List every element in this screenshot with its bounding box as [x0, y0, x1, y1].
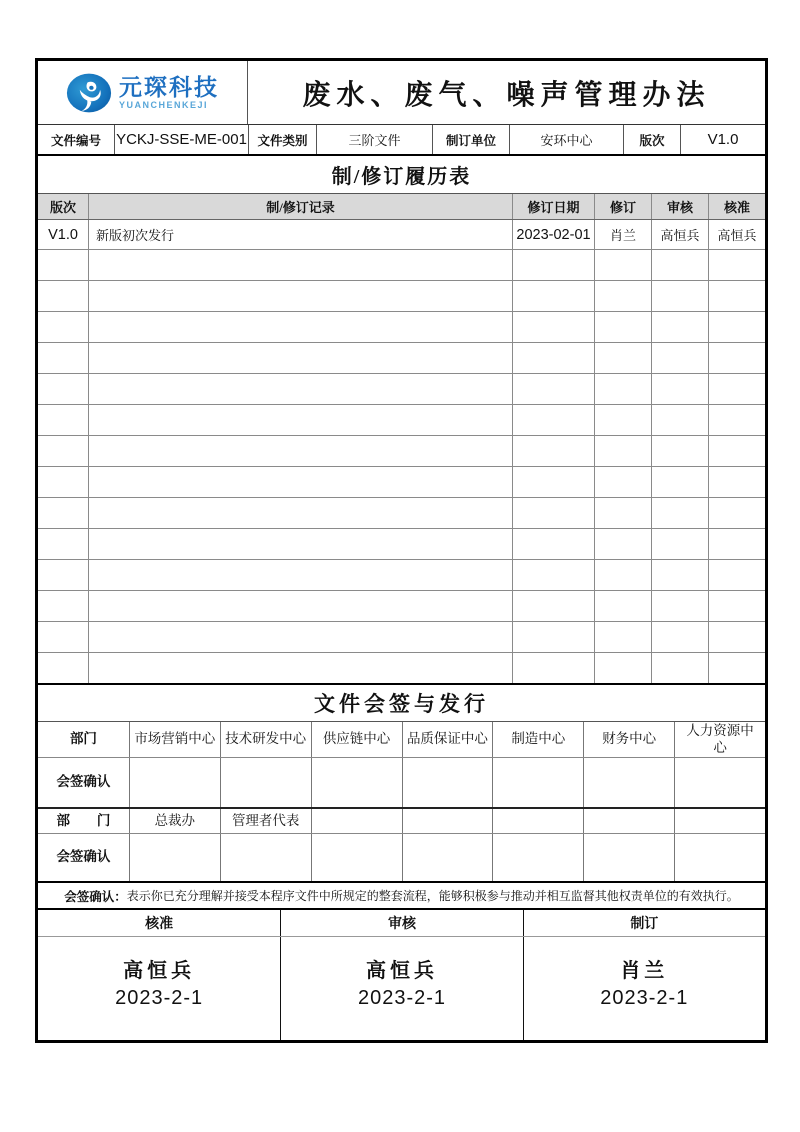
revision-approver: 高恒兵: [708, 220, 765, 249]
revision-empty-cell: [88, 560, 512, 590]
revision-empty-cell: [651, 622, 708, 652]
signature-cell: [220, 834, 311, 881]
revision-empty-cell: [651, 591, 708, 621]
revision-empty-cell: [651, 281, 708, 311]
revision-empty-cell: [594, 250, 651, 280]
signature-cell: [311, 834, 402, 881]
dept-cell: [311, 809, 402, 833]
signature-cell: [674, 758, 765, 807]
approval-header-approve: 核准: [145, 917, 174, 932]
brand-name-en: YUANCHENKEJI: [119, 99, 209, 110]
company-logo: [38, 61, 248, 124]
signature-cell: [220, 758, 311, 807]
revision-empty-cell: [88, 591, 512, 621]
revision-empty-row: [38, 497, 765, 528]
revision-empty-cell: [594, 281, 651, 311]
revision-empty-cell: [88, 250, 512, 280]
revision-empty-cell: [512, 653, 594, 683]
revision-reviser: 肖兰: [594, 220, 651, 249]
revision-empty-cell: [512, 560, 594, 590]
revision-empty-cell: [708, 374, 765, 404]
revision-empty-row: [38, 466, 765, 497]
dept-cell: 管理者代表: [220, 809, 311, 833]
doc-version-value: V1.0: [680, 125, 765, 154]
revision-empty-cell: [512, 312, 594, 342]
approval-header-review: 审核: [280, 910, 522, 936]
revision-empty-cell: [88, 498, 512, 528]
doc-category-value: 三阶文件: [316, 125, 432, 154]
revision-empty-row: [38, 652, 765, 683]
revision-empty-cell: [38, 312, 88, 342]
revision-empty-cell: [708, 529, 765, 559]
approval-cell-approve: [38, 937, 280, 1040]
approval-header-row: [38, 908, 765, 936]
revision-empty-cell: [38, 281, 88, 311]
signature-cell: [583, 758, 674, 807]
countersign-confirm-row-2: [38, 833, 765, 881]
dept-cell: 制造中心: [492, 722, 583, 757]
revision-empty-cell: [512, 591, 594, 621]
revision-empty-row: [38, 249, 765, 280]
revision-empty-cell: [38, 436, 88, 466]
revision-empty-cell: [88, 467, 512, 497]
revision-empty-cell: [708, 591, 765, 621]
revision-empty-cell: [594, 591, 651, 621]
revision-empty-row: [38, 311, 765, 342]
revision-empty-row: [38, 621, 765, 652]
revision-empty-cell: [512, 374, 594, 404]
countersign-dept-header-row-2: [38, 807, 765, 833]
dept-cell: 供应链中心: [311, 722, 402, 757]
revision-empty-cell: [708, 281, 765, 311]
approval-signature-row: [38, 936, 765, 1040]
revision-empty-cell: [88, 529, 512, 559]
revision-version: V1.0: [48, 226, 78, 243]
approval-cell-review: [280, 937, 522, 1040]
col-header-reviewer: 审核: [651, 194, 708, 219]
revision-empty-row: [38, 373, 765, 404]
revision-empty-cell: [708, 343, 765, 373]
signature-cell: [674, 834, 765, 881]
logo-text: [119, 73, 219, 110]
approval-cell-draft: [523, 937, 765, 1040]
revision-empty-cell: [594, 560, 651, 590]
dept-cell: 品质保证中心: [402, 722, 493, 757]
revision-empty-cell: [38, 622, 88, 652]
revision-empty-cell: [651, 498, 708, 528]
revision-empty-cell: [708, 653, 765, 683]
revision-empty-cell: [651, 250, 708, 280]
dept-label: 部门: [69, 731, 97, 747]
countersign-section-title: 文件会签与发行: [38, 683, 765, 721]
revision-empty-cell: [88, 281, 512, 311]
dept-cell: [674, 809, 765, 833]
revision-empty-cell: [651, 312, 708, 342]
revision-empty-cell: [594, 374, 651, 404]
doc-version-label: 版次: [623, 125, 680, 154]
revision-empty-cell: [594, 312, 651, 342]
logo-icon: [66, 72, 112, 114]
revision-empty-cell: [88, 405, 512, 435]
revision-empty-cell: [594, 498, 651, 528]
doc-number-label: 文件编号: [50, 133, 101, 148]
dept-cell: [402, 809, 493, 833]
countersign-note: [38, 881, 765, 908]
revision-empty-cell: [651, 374, 708, 404]
revision-empty-cell: [651, 343, 708, 373]
revision-empty-cell: [512, 250, 594, 280]
dept-cell: 技术研发中心: [220, 722, 311, 757]
revision-empty-row: [38, 528, 765, 559]
revision-empty-row: [38, 590, 765, 621]
drafter-date: 2023-2-1: [600, 986, 689, 1009]
revision-empty-cell: [512, 281, 594, 311]
revision-empty-cell: [708, 312, 765, 342]
countersign-dept-header-row: [38, 721, 765, 757]
revision-empty-cell: [594, 405, 651, 435]
signature-cell: [129, 758, 220, 807]
document-title: 废水、废气、噪声管理办法: [302, 79, 711, 111]
revision-empty-row: [38, 435, 765, 466]
approval-header-draft: 制订: [523, 910, 765, 936]
col-header-reviser: 修订: [594, 194, 651, 219]
revision-empty-cell: [708, 622, 765, 652]
revision-empty-cell: [651, 560, 708, 590]
revision-empty-cell: [38, 560, 88, 590]
revision-empty-cell: [38, 498, 88, 528]
revision-empty-cell: [651, 653, 708, 683]
revision-empty-row: [38, 280, 765, 311]
revision-empty-cell: [594, 622, 651, 652]
revision-empty-cell: [512, 436, 594, 466]
revision-empty-cell: [708, 436, 765, 466]
revision-empty-cell: [512, 529, 594, 559]
revision-empty-cell: [38, 591, 88, 621]
col-header-date: 修订日期: [512, 194, 594, 219]
confirm-label: 会签确认: [56, 849, 111, 865]
revision-empty-cell: [88, 374, 512, 404]
col-header-version: 版次: [49, 200, 76, 215]
reviewer-name: 高恒兵: [365, 959, 438, 982]
confirm-label: 会签确认: [56, 774, 111, 790]
dept-cell: [492, 809, 583, 833]
revision-empty-cell: [88, 653, 512, 683]
revision-empty-cell: [651, 405, 708, 435]
revision-empty-cell: [651, 529, 708, 559]
signature-cell: [492, 758, 583, 807]
revision-empty-cell: [38, 374, 88, 404]
revision-empty-row: [38, 559, 765, 590]
doc-unit-value: 安环中心: [509, 125, 623, 154]
revision-empty-cell: [708, 498, 765, 528]
revision-empty-cell: [512, 343, 594, 373]
revision-empty-cell: [594, 653, 651, 683]
approver-name: 高恒兵: [123, 959, 196, 982]
note-text: 表示你已充分理解并接受本程序文件中所规定的整套流程，能够积极参与推动并相互监督其他权责单位的有效执行。: [126, 889, 739, 903]
revision-empty-cell: [38, 467, 88, 497]
dept-cell: 总裁办: [129, 809, 220, 833]
revision-date: 2023-02-01: [512, 220, 594, 249]
approver-date: 2023-2-1: [115, 986, 204, 1009]
dept-cell: 市场营销中心: [129, 722, 220, 757]
revision-reviewer: 高恒兵: [651, 220, 708, 249]
revision-empty-cell: [512, 622, 594, 652]
revision-empty-cell: [512, 498, 594, 528]
revision-empty-row: [38, 404, 765, 435]
brand-name-cn: 元琛科技: [119, 73, 219, 100]
revision-empty-cell: [88, 436, 512, 466]
revision-empty-cell: [38, 343, 88, 373]
revision-empty-cell: [708, 250, 765, 280]
revision-empty-cell: [594, 436, 651, 466]
col-header-record: 制/修订记录: [88, 194, 512, 219]
revision-empty-cell: [38, 529, 88, 559]
revision-empty-cell: [594, 343, 651, 373]
revision-empty-cell: [708, 467, 765, 497]
signature-cell: [311, 758, 402, 807]
signature-cell: [402, 834, 493, 881]
revision-empty-cell: [594, 467, 651, 497]
revision-empty-row: [38, 342, 765, 373]
dept-label-wide: 部 门: [56, 812, 111, 828]
revision-empty-cell: [708, 405, 765, 435]
revision-empty-cell: [594, 529, 651, 559]
document-header: [38, 61, 765, 124]
revision-empty-cell: [88, 622, 512, 652]
countersign-confirm-row-1: [38, 757, 765, 807]
revision-record: 新版初次发行: [88, 220, 512, 249]
signature-cell: [583, 834, 674, 881]
col-header-approver: 核准: [708, 194, 765, 219]
revision-empty-cell: [512, 467, 594, 497]
revision-empty-cell: [88, 312, 512, 342]
revision-empty-cell: [88, 343, 512, 373]
revision-empty-cell: [651, 436, 708, 466]
dept-cell: 人力资源中心: [674, 722, 765, 757]
note-label: 会签确认：: [64, 889, 127, 904]
revision-empty-cell: [651, 467, 708, 497]
revision-empty-cell: [38, 250, 88, 280]
signature-cell: [129, 834, 220, 881]
revision-empty-cell: [512, 405, 594, 435]
doc-category-label: 文件类别: [248, 125, 316, 154]
revision-table-header: [38, 193, 765, 219]
doc-info-row: [38, 124, 765, 154]
dept-cell: 财务中心: [583, 722, 674, 757]
signature-cell: [402, 758, 493, 807]
doc-unit-label: 制订单位: [432, 125, 509, 154]
revision-empty-cell: [38, 405, 88, 435]
revision-section-title: 制/修订履历表: [38, 154, 765, 193]
reviewer-date: 2023-2-1: [357, 986, 447, 1009]
document-frame: [35, 58, 768, 1043]
revision-empty-cell: [708, 560, 765, 590]
dept-cell: [583, 809, 674, 833]
drafter-name: 肖兰: [620, 959, 669, 982]
revision-row: [38, 219, 765, 249]
revision-empty-cell: [38, 653, 88, 683]
signature-cell: [492, 834, 583, 881]
doc-number-value: YCKJ-SSE-ME-001: [114, 125, 248, 154]
